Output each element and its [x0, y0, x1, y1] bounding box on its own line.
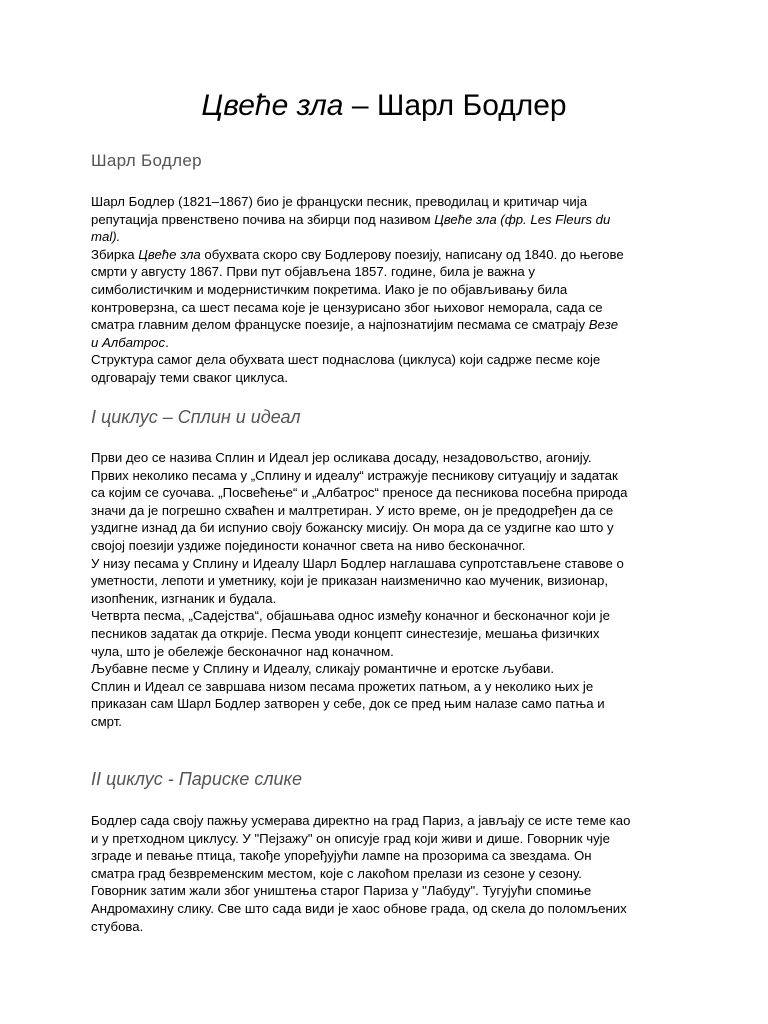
text-line: Сплин и Идеал се завршава низом песама прожетих патњом, а у неколико њих је	[91, 678, 594, 694]
text-line: значи да је погрешно схваћен и малтретиран. У исто време, он је предодређен да се	[91, 502, 614, 518]
text-line: симболистичким и модернистичким покретима. Иако је по објављивању била	[91, 281, 568, 297]
text-line: смрт.	[91, 713, 122, 729]
text-line: са којим се суочава. „Посвећење“ и „Албатрос“ преносе да песникова посебна природа	[91, 485, 628, 501]
page-title	[0, 86, 768, 126]
text-line: Структура самог дела обухвата шест поднаслова (циклуса) који садрже песме које	[91, 352, 601, 368]
text-line: Говорник затим жали због уништења старог Париза у "Лабуду". Тугујући спомиње	[91, 883, 592, 899]
text-line: и у претходном циклусу. У "Пејзажу" он описује град који живи и дише. Говорник чује	[91, 830, 610, 846]
section-heading-author: Шарл Бодлер	[91, 151, 202, 170]
text-line: Шарл Бодлер (1821–1867) био је француски песник, преводилац и критичар чија	[91, 194, 588, 209]
text-line: изопћеник, изгнаник и будала.	[91, 590, 277, 606]
text-line: Љубавне песме у Сплину и Идеалу, сликају романтичне и еротске љубави.	[91, 661, 554, 677]
text-line: Збирка Цвеће зла обухвата скоро сву Бодлерову поезију, написану од 1840. до његове	[91, 246, 624, 262]
text-line: зграде и певање птица, такође упоређујући лампе на прозорима са звездама. Он	[91, 848, 592, 864]
text-line: и Албатрос.	[91, 334, 169, 350]
text-line: Бодлер сада своју пажњу усмерава директно на град Париз, а јављају се исте теме као	[91, 813, 631, 828]
paragraph-cycle-1	[91, 449, 691, 731]
paragraph-intro	[91, 193, 691, 387]
text-line: стубова.	[91, 918, 144, 934]
title-author-part: – Шарл Бодлер	[343, 89, 567, 122]
text-line: приказан сам Шарл Бодлер затворен у себе, док се пред њим налазе само патња и	[91, 696, 605, 712]
paragraph-cycle-2	[91, 812, 691, 935]
text-line: чула, што је обележје бесконачног над коначном.	[91, 643, 394, 659]
text-line: Првих неколико песама у „Сплину и идеалу“ истражује песникову ситуацију и задатак	[91, 467, 618, 483]
text-line: сматра град безвременским местом, које с лакоћом прелази из сезоне у сезону.	[91, 865, 582, 881]
text-line: смрти у августу 1867. Први пут објављена 1857. године, била је важна у	[91, 264, 536, 280]
section-heading-cycle-1: I циклус – Сплин и идеал	[91, 407, 301, 427]
text-line: Андромахину слику. Све што сада види је хаос обнове града, од скела до поломљених	[91, 900, 627, 916]
text-line: У низу песама у Сплину и Идеалу Шарл Бодлер наглашава супротстављене ставове о	[91, 555, 624, 571]
text-line: сматра главним делом француске поезије, а најпознатијим песмама се сматрају Везе	[91, 317, 619, 333]
text-line: уметности, лепоти и уметнику, који је приказан наизменично као мученик, визионар,	[91, 573, 608, 589]
text-line: Први део се назива Сплин и Идеал јер осликава досаду, незадовољство, агонију.	[91, 450, 592, 465]
text-line: одговарају теми сваког циклуса.	[91, 369, 289, 385]
text-line: контроверзна, са шест песама које је цензурисано због њиховог неморала, сада се	[91, 299, 603, 315]
text-line: mal).	[91, 229, 121, 245]
text-line: репутација првенствено почива на збирци под називом Цвеће зла (фр. Les Fleurs du	[91, 211, 611, 227]
text-line: песников задатак да открије. Песма уводи концепт синестезије, мешања физичких	[91, 625, 600, 641]
text-line: својој поезији уздиже појединости коначног света на ниво бесконачног.	[91, 537, 526, 553]
section-heading-cycle-2: II циклус - Париске слике	[91, 769, 303, 789]
text-line: Четврта песма, „Садејства“, објашњава однос између коначног и бесконачног који је	[91, 608, 610, 624]
title-italic-part: Цвеће зла	[201, 89, 344, 122]
text-line: уздигне изнад да би испунио своју божанску мисију. Он мора да се уздигне као што у	[91, 520, 614, 536]
